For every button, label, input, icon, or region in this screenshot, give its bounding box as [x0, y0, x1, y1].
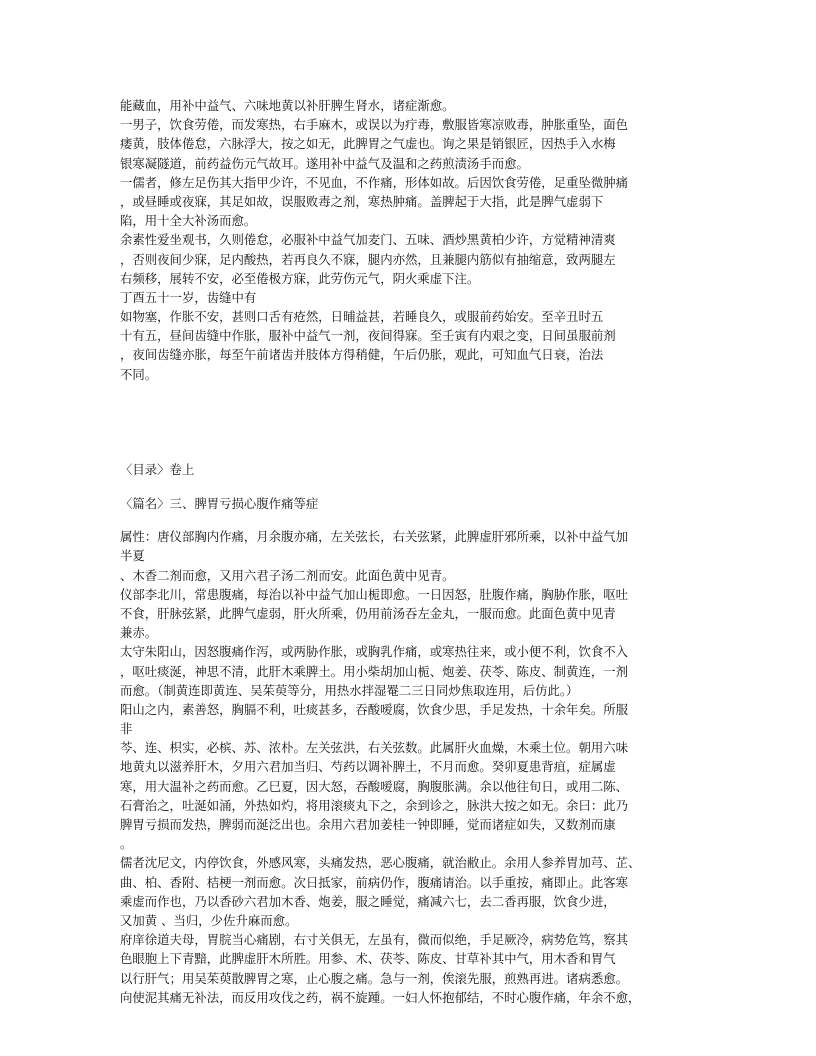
text-line: ，或昼睡或夜寐，其足如故，误服败毒之剂，寒热肿痛。盖脾起于大指，此是脾气虚弱下 — [120, 193, 604, 209]
text-line: ，否则夜间少寐，足内酸热，若再良久不寐，腿内亦然，且兼腿内筋似有抽缩意，致两腿左 — [120, 251, 616, 267]
text-line: 、木香二剂而愈，又用六君子汤二剂而安。此面色黄中见青。 — [120, 567, 455, 583]
text-line: 右频移，展转不安，必至倦极方寐，此劳伤元气，阴火乘虚下注。 — [120, 270, 480, 286]
text-line: 。 — [120, 836, 133, 852]
chapter-heading: 〈篇名〉三、脾胃亏损心腹作痛等症 — [120, 496, 319, 511]
text-line: 痿黄，肢体倦怠，六脉浮大，按之如无，此脾胃之气虚也。询之果是销银匠，因热手入水梅 — [120, 136, 616, 152]
text-line: 一男子，饮食劳倦，而发寒热，右手麻木，或误以为疔毒，敷服皆寒凉败毒，肿胀重坠，面色 — [120, 117, 629, 133]
text-line: 如物塞，作胀不安，甚则口舌有疮然，日晡益甚，若睡良久，或服前药始安。至辛丑时五 — [120, 309, 604, 325]
text-line: 非 — [120, 721, 133, 737]
text-line: 不食，肝脉弦紧，此脾气虚弱，肝火所乘，仍用前汤吞左金丸，一服而愈。此面色黄中见青 — [120, 605, 616, 621]
text-line: 乘虚而作也，乃以香砂六君加木香、炮姜，服之睡觉，痛减六七，去二香再服，饮食少进， — [120, 893, 616, 909]
text-line: ，呕吐痰涎，神思不清，此肝木乘脾土。用小柴胡加山栀、炮姜、茯苓、陈皮、制黄连，一剂 — [120, 663, 629, 679]
text-line: 脾胃亏损而发热，脾弱而涎泛出也。余用六君加姜桂一钟即睡，觉而诸症如失，又数剂而康 — [120, 817, 616, 832]
text-line: 太守朱阳山，因怒腹痛作泻，或两胁作胀，或胸乳作痛，或寒热往来，或小便不利，饮食不入 — [120, 644, 629, 660]
text-block-intro — [120, 96, 700, 384]
text-line: 属性：唐仪部胸内作痛，月余腹亦痛，左关弦长，右关弦紧，此脾虚肝邪所乘，以补中益气加 — [120, 529, 629, 545]
spacer — [120, 384, 700, 460]
toc-heading: 〈目录〉卷上 — [120, 461, 195, 477]
text-line: 曲、柏、香附、桔梗一剂而愈。次日抵家，前病仍作，腹痛请治。以手重按，痛即止。此客寒 — [120, 874, 629, 890]
document-page — [120, 96, 700, 1007]
text-line: 阳山之内，素善怒，胸膈不利，吐痰甚多，吞酸嗳腐，饮食少思，手足发热，十余年矣。所服 — [120, 701, 629, 717]
text-line: 兼赤。 — [120, 625, 158, 641]
text-line: 寒，用大温补之药而愈。乙巳夏，因大怒，吞酸嗳腐，胸腹胀满。余以他往旬日，或用二陈、 — [120, 778, 629, 794]
text-line: 向使泥其痛无补法，而反用攻伐之药，祸不旋踵。一妇人怀抱郁结，不时心腹作痛，年余不愈， — [120, 989, 641, 1005]
text-line: 银寒凝隧道，前药益伤元气故耳。遂用补中益气及温和之药煎渍汤手而愈。 — [120, 155, 529, 171]
spacer — [120, 513, 700, 527]
text-line: ，夜间齿缝亦胀，每至午前诸齿并肢体方得稍健，午后仍胀，观此，可知血气日衰，治法 — [120, 347, 604, 363]
text-line: 儒者沈尼文，内停饮食，外感风寒，头痛发热，恶心腹痛，就治敝止。余用人参养胃加芎、芷、 — [120, 855, 641, 871]
text-line: 又加黄 、当归，少佐升麻而愈。 — [120, 912, 298, 928]
text-line: 不同。 — [120, 366, 158, 382]
text-block-chapter — [120, 527, 700, 1007]
text-line: 仪部李北川，常患腹痛，每治以补中益气加山栀即愈。一日因怒，肚腹作痛，胸胁作胀，呕吐 — [120, 586, 629, 602]
text-line: 芩、连、枳实，必槟、苏、浓朴。左关弦洪，右关弦数。此属肝火血燥，木乘土位。朝用六味 — [120, 740, 629, 756]
text-line: 半夏 — [120, 548, 145, 564]
text-line: 陷，用十全大补汤而愈。 — [120, 213, 257, 229]
text-line: 地黄丸以滋养肝木，夕用六君加当归、芍药以调补脾土，不月而愈。癸卯夏患背疽，症属虚 — [120, 759, 616, 775]
text-line: 丁酉五十一岁，齿缝中有 — [120, 289, 257, 305]
text-line: 石膏治之，吐涎如涌，外热如灼，将用滚痰丸下之，余到诊之，脉洪大按之如无。余曰：此乃 — [120, 797, 629, 813]
text-line: 十有五，昼间齿缝中作胀，服补中益气一剂，夜间得寐。至壬寅有内艰之变，日间虽服前剂 — [120, 328, 616, 344]
text-line: 府庠徐道夫母，胃脘当心痛剧，右寸关俱无，左虽有，微而似绝，手足厥冷，病势危笃，察其 — [120, 932, 629, 948]
text-line: 以行肝气；用吴茱萸散脾胃之寒，止心腹之痛。急与一剂，俟滚先服，煎熟再进。诸病悉愈。 — [120, 970, 629, 986]
text-line: 能藏血，用补中益气、六味地黄以补肝脾生肾水，诸症渐愈。 — [120, 98, 455, 113]
text-line: 而愈。（制黄连即黄连、吴茱萸等分，用热水拌湿罨二三日同炒焦取连用，后仿此。） — [120, 682, 579, 698]
text-line: 一儒者，修左足伤其大指甲少许，不见血，不作痛，形体如故。后因饮食劳倦，足重坠微肿痛 — [120, 174, 629, 190]
text-line: 余素性爱坐观书，久则倦怠，必服补中益气加麦门、五味、酒炒黑黄柏少许，方觉精神清爽 — [120, 232, 616, 248]
spacer — [120, 479, 700, 494]
text-line: 色眼胞上下青黯，此脾虚肝木所胜。用参、术、茯苓、陈皮、甘草补其中气，用木香和胃气 — [120, 951, 616, 967]
